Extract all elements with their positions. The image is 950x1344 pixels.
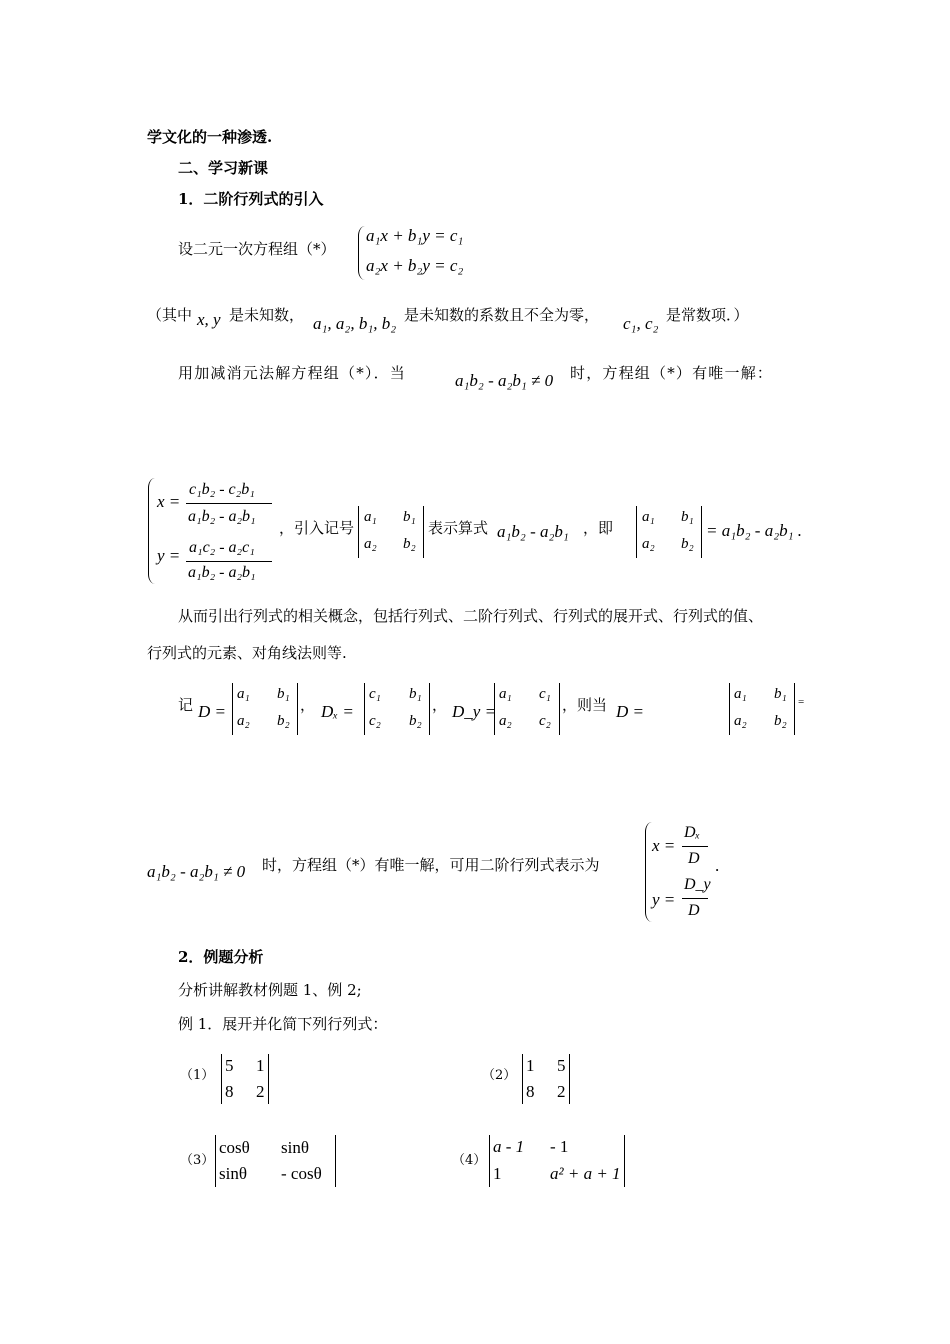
- example-2-determinant: [522, 1054, 570, 1104]
- system-brace: [358, 226, 365, 280]
- x-sol-denominator: D: [688, 850, 700, 867]
- determinant-ab-2: [636, 506, 702, 558]
- ex2-a21: 8: [526, 1082, 535, 1101]
- x-numerator: c₁b₂ - c₂b₁: [189, 481, 255, 498]
- determinant-Dx: [364, 683, 430, 735]
- ex3-a12: sinθ: [281, 1138, 309, 1157]
- det-ab-a2: a₂: [364, 536, 377, 552]
- y-sol-denominator: D: [688, 902, 700, 919]
- det-ab2-b2: b₂: [681, 536, 694, 552]
- det-D-a2: a₂: [237, 713, 250, 729]
- ex3-a21: sinθ: [219, 1164, 247, 1183]
- example-2-label: （2）: [482, 1068, 517, 1083]
- vars-consts: c₁, c₂: [623, 314, 659, 333]
- equals-tail: =: [798, 696, 805, 708]
- vars-coefs: a₁, a₂, b₁, b₂: [313, 314, 397, 333]
- equation-2: a₂x + b₂y = c₂: [366, 256, 464, 275]
- det-Dx-b1: b₁: [409, 686, 422, 702]
- x-sol-fraction-bar: [682, 846, 708, 847]
- y-equals: y =: [157, 546, 181, 565]
- determinant-D-2: [729, 683, 795, 735]
- subsection-heading-examples: 2．例题分析: [178, 948, 264, 966]
- condition-expression: a₁b₂ - a₂b₁ ≠ 0: [455, 371, 554, 390]
- det-D-b2: b₂: [277, 713, 290, 729]
- det-Dx-b2: b₂: [409, 713, 422, 729]
- vars-open: （其中: [147, 306, 193, 324]
- det-D2-a1: a₁: [734, 686, 747, 702]
- intro-line: 学文化的一种渗透.: [147, 128, 273, 146]
- det-D2-a2: a₂: [734, 713, 747, 729]
- det-ab2-a1: a₁: [642, 509, 655, 525]
- namely-text: ，即: [583, 519, 614, 537]
- vars-consts-text: 是常数项．）: [666, 306, 749, 324]
- det-ab-b1: b₁: [403, 509, 416, 525]
- det-Dy-c1: c₁: [539, 686, 551, 702]
- example-4-label: （4）: [452, 1153, 487, 1168]
- y-denominator: a₁b₂ - a₂b₁: [188, 564, 256, 581]
- example-1-label: （1）: [180, 1068, 215, 1083]
- ex2-a22: 2: [557, 1082, 566, 1101]
- det-Dy-a1: a₁: [499, 686, 512, 702]
- examples-intro: 分析讲解教材例题 1、例 2;: [178, 981, 362, 999]
- ex4-a12: - 1: [550, 1137, 569, 1156]
- concept-paragraph-1: 从而引出行列式的相关概念，包括行列式、二阶行列式、行列式的展开式、行列式的值、: [178, 607, 764, 625]
- expansion-equals: = a₁b₂ - a₂b₁ .: [706, 521, 803, 540]
- x-fraction-bar: [186, 503, 272, 504]
- determinant-Dy: [494, 683, 560, 735]
- subsection-heading-determinant-intro: 1．二阶行列式的引入: [178, 190, 324, 208]
- x-sol-equals: x =: [652, 836, 676, 855]
- D-equals: D =: [198, 702, 226, 721]
- example-1-prompt: 例 1．展开并化简下列行列式：: [178, 1015, 388, 1033]
- det-D-a1: a₁: [237, 686, 250, 702]
- example-4-determinant: [489, 1135, 625, 1187]
- x-sol-numerator: Dₓ: [684, 824, 701, 841]
- cramer-text: 时，方程组（*）有唯一解，可用二阶行列式表示为: [262, 856, 600, 874]
- y-sol-fraction-bar: [682, 898, 708, 899]
- notation-ji: 记: [178, 696, 194, 714]
- ex3-a22: - cosθ: [281, 1164, 322, 1183]
- D-equals-2: D =: [616, 702, 644, 721]
- determinant-D: [232, 683, 298, 735]
- cramer-brace: [645, 822, 652, 922]
- solution-brace: [148, 478, 155, 584]
- det-Dx-c1: c₁: [369, 686, 381, 702]
- example-3-determinant: [215, 1135, 336, 1187]
- det-Dy-c2: c₂: [539, 713, 551, 729]
- det-Dx-c2: c₂: [369, 713, 381, 729]
- notation-intro-text: ，引入记号: [279, 519, 355, 537]
- represents-text: 表示算式: [428, 519, 489, 537]
- ex2-a11: 1: [526, 1056, 535, 1075]
- vars-coefs-text: 是未知数的系数且不全为零，: [404, 306, 600, 324]
- ex1-a22: 2: [256, 1082, 265, 1101]
- ex3-a11: cosθ: [219, 1138, 250, 1157]
- Dx-equals: Dₓ =: [321, 702, 354, 721]
- unique-solution-text: 时，方程组（*）有唯一解：: [570, 364, 774, 382]
- vars-unknown-text: 是未知数，: [229, 306, 305, 324]
- elimination-text: 用加减消元法解方程组（*）．当: [178, 364, 407, 382]
- ex1-a21: 8: [225, 1082, 234, 1101]
- ex4-a22: a² + a + 1: [550, 1164, 621, 1183]
- cramer-period: .: [715, 856, 720, 875]
- vars-xy: x, y: [197, 310, 221, 329]
- det-D-b1: b₁: [277, 686, 290, 702]
- det-ab2-b1: b₁: [681, 509, 694, 525]
- ex2-a12: 5: [557, 1056, 566, 1075]
- det-D2-b1: b₁: [774, 686, 787, 702]
- concept-paragraph-2: 行列式的元素、对角线法则等.: [147, 644, 347, 662]
- determinant-ab: [358, 506, 424, 558]
- y-numerator: a₁c₂ - a₂c₁: [189, 539, 255, 556]
- y-sol-equals: y =: [652, 890, 676, 909]
- y-sol-numerator: D_y: [684, 876, 711, 893]
- comma-2: ，: [432, 696, 448, 714]
- x-equals: x =: [157, 492, 181, 511]
- system-intro-text: 设二元一次方程组（*）: [178, 240, 336, 258]
- det-D2-b2: b₂: [774, 713, 787, 729]
- equation-1: a₁x + b₁y = c₁: [366, 226, 464, 245]
- Dy-equals: D_y =: [452, 702, 497, 721]
- ex4-a11: a - 1: [493, 1137, 525, 1156]
- example-1-determinant: [221, 1054, 269, 1104]
- condition-expression-2: a₁b₂ - a₂b₁ ≠ 0: [147, 862, 246, 881]
- det-ab-a1: a₁: [364, 509, 377, 525]
- ex1-a11: 5: [225, 1056, 234, 1075]
- det-ab-b2: b₂: [403, 536, 416, 552]
- comma-1: ，: [300, 696, 316, 714]
- ex4-a21: 1: [493, 1164, 502, 1183]
- x-denominator: a₁b₂ - a₂b₁: [188, 508, 256, 525]
- ex1-a12: 1: [256, 1056, 265, 1075]
- example-3-label: （3）: [180, 1153, 215, 1168]
- expression-ab: a₁b₂ - a₂b₁: [497, 522, 569, 541]
- det-ab2-a2: a₂: [642, 536, 655, 552]
- section-heading-new-lesson: 二、学习新课: [178, 159, 269, 177]
- y-fraction-bar: [186, 561, 272, 562]
- then-when-text: ，则当: [562, 696, 608, 714]
- det-Dy-a2: a₂: [499, 713, 512, 729]
